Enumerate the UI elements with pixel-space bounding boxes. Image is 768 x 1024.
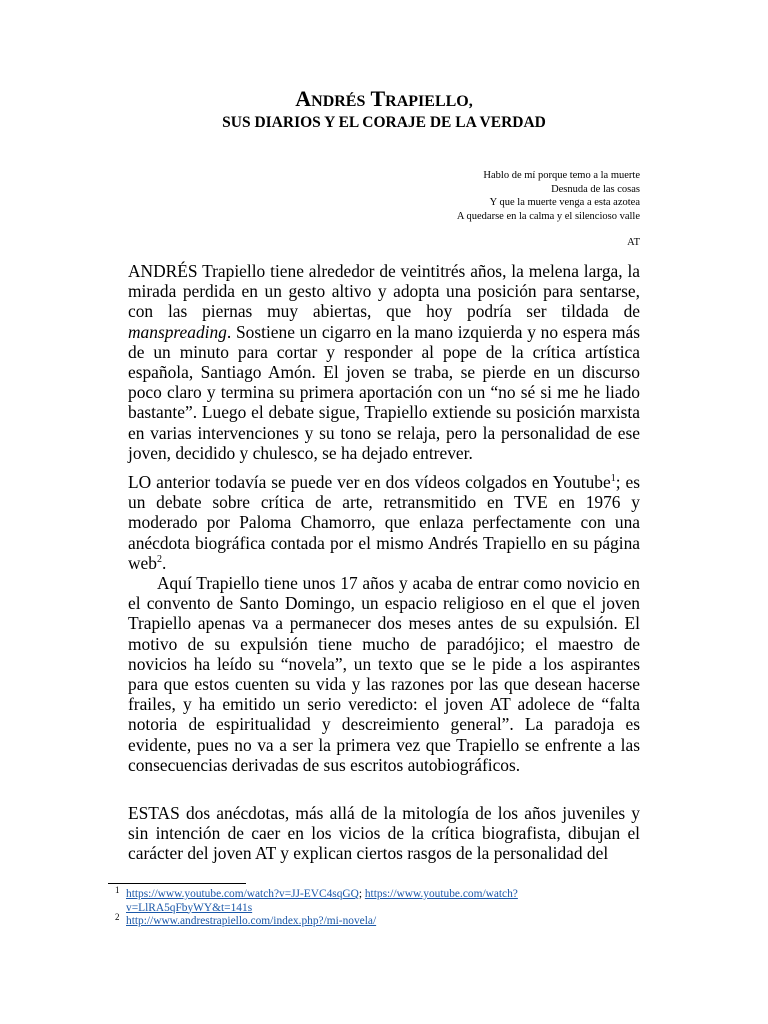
footnote-2 xyxy=(115,912,596,929)
paragraph-group-2 xyxy=(128,472,640,775)
epigraph-line: Hablo de mí porque temo a la muerte xyxy=(483,170,640,181)
epigraph-signature: AT xyxy=(627,237,640,249)
footnote-number: 2 xyxy=(115,912,120,922)
paragraph-1: ANDRÉS Trapiello tiene alrededor de veintitrés años, la melena larga, la mirada perdida en un gesto altivo y adopta una posición para sentarse, con las piernas muy abiertas, que hoy podría ser tildada de manspreading. Sostiene un cigarro en la mano izquierda y no espera más de un minuto para cortar y responder al pope de la crítica artística española, Santiago Amón. El joven se traba, se pierde en un discurso poco claro y termina su primera aportación con un “no sé si me he liado bastante”. Luego el debate sigue, Trapiello extiende su posición marxista en varias intervenciones y su tono se relaja, pero la personalidad de ese joven, decidido y chulesco, se ha dejado entrever. xyxy=(128,261,640,463)
epigraph-line: A quedarse en la calma y el silencioso valle xyxy=(456,210,640,222)
emphasis-term: manspreading xyxy=(128,321,227,342)
footnote-ref-2[interactable]: 2 xyxy=(156,554,162,566)
title-line-1: ANDRÉS TRAPIELLO, xyxy=(295,86,473,111)
paragraph-4: ESTAS dos anécdotas, más allá de la mitología de los años juveniles y sin intención de caer en los vicios de la crítica biografista, dibujan el carácter del joven AT y explican ciertos rasgos de la personalidad del xyxy=(128,803,640,864)
footnote-link[interactable]: http://www.andrestrapiello.com/index.php?/mi-novela/ xyxy=(126,915,377,927)
paragraph-3: Aquí Trapiello tiene unos 17 años y acaba de entrar como novicio en el convento de Santo Domingo, un espacio religioso en el que el joven Trapiello apenas va a permanecer dos meses antes de su expulsión. El motivo de su expulsión tiene mucho de paradójico; el maestro de novicios ha leído su “novela”, un texto que se le pide a los aspirantes para que estos cuenten su vida y las razones por las que desean hacerse frailes, y ha emitido un serio veredicto: el joven AT adolece de “falta notoria de espiritualidad y descreimiento general”. La paradoja es evidente, pues no va a ser la primera vez que Trapiello se enfrente a las consecuencias derivadas de sus escritos autobiográficos. xyxy=(128,573,640,775)
epigraph xyxy=(457,169,640,250)
footnotes xyxy=(115,885,596,929)
footnote-link[interactable]: https://www.youtube.com/watch?v=LlRA5qFbyWY&t=141s xyxy=(126,888,518,914)
paragraph-2: LO anterior todavía se puede ver en dos vídeos colgados en Youtube$^1$; es un debate sobre crítica de arte, retransmitido en TVE en 1976 y moderado por Paloma Chamorro, que enlaza perfectamente con una anécdota biográfica contada por el mismo Andrés Trapiello en su página web$^2$. xyxy=(128,472,640,573)
title-line-2: SUS DIARIOS Y EL CORAJE DE LA VERDAD xyxy=(222,114,546,131)
epigraph-line: Y que la muerte venga a esta azotea xyxy=(489,197,640,209)
footnote-link[interactable]: https://www.youtube.com/watch?v=JJ-EVC4sqGQ xyxy=(126,888,359,900)
footnote-1: 1 https://www.youtube.com/watch?v=JJ-EVC4sqGQ; https://www.youtube.com/watch?v=LlRA5qFbyWY&t=141s xyxy=(115,885,518,914)
footnote-number: 1 xyxy=(115,885,120,895)
epigraph-line: Desnuda de las cosas xyxy=(551,183,640,195)
footnote-ref-1[interactable]: 1 xyxy=(610,473,616,485)
footnote-separator xyxy=(108,883,246,884)
